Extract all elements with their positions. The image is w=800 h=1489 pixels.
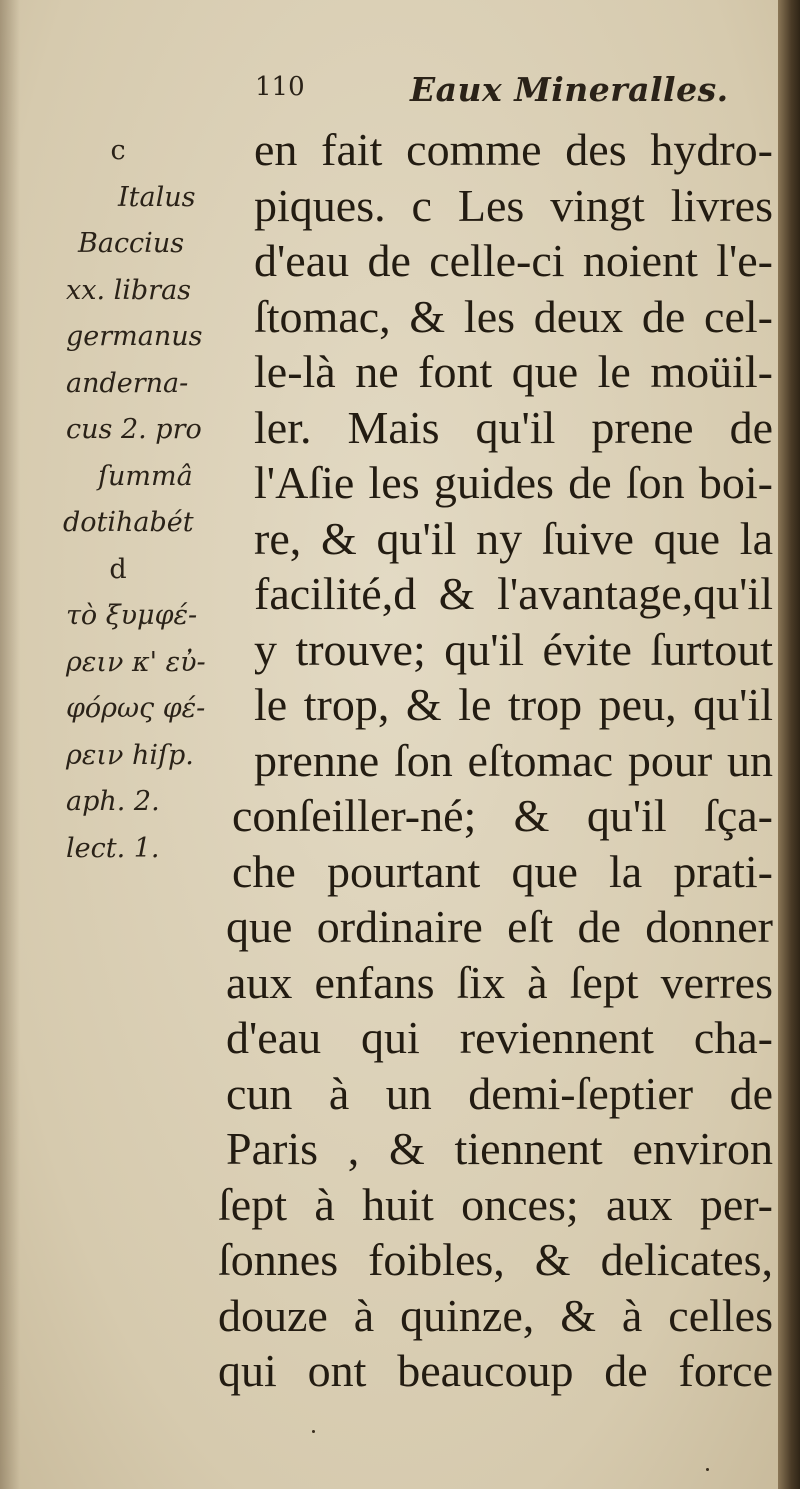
text-line: ſonnes foibles, & delicates,: [218, 1234, 773, 1285]
main-text: [218, 122, 773, 1399]
margin-notes: [58, 128, 238, 872]
text-line: le-là ne font que le moüil-: [254, 346, 773, 397]
text-line: re, & qu'il ny ſuive que la: [254, 512, 773, 564]
running-title: Eaux Mineralles.: [410, 70, 729, 109]
book-binding-edge: [778, 0, 800, 1489]
text-line: y trouve; qu'il évite ſurtout: [254, 623, 773, 675]
text-line: le trop, & le trop peu, qu'il: [254, 679, 773, 730]
page-gutter-shadow: [0, 0, 20, 1489]
margin-note-letter-c: c: [110, 135, 126, 166]
page-number: 110: [255, 72, 305, 102]
text-line: Paris , & tiennent environ: [226, 1123, 773, 1174]
text-line: l'Aſie les guides de ſon boi-: [254, 457, 773, 508]
text-line: piques. c Les vingt livres: [254, 179, 773, 231]
text-line: douze à quinze, & à celles: [218, 1289, 773, 1341]
margin-note: Baccius: [78, 228, 185, 259]
margin-note-letter-d: d: [109, 553, 127, 585]
text-line: d'eau qui reviennent cha-: [226, 1012, 773, 1063]
margin-note: Italus: [118, 181, 196, 213]
margin-note-greek: τὸ ξυμφέ-: [66, 600, 198, 631]
paper-speck: [706, 1468, 709, 1471]
paper-speck: [312, 1430, 315, 1433]
text-line: aux enfans ſix à ſept verres: [226, 956, 773, 1008]
text-line: facilité,d & l'avantage,qu'il: [254, 568, 773, 619]
text-line: che pourtant que la prati-: [232, 845, 773, 897]
margin-note: cus 2. pro: [66, 414, 202, 445]
text-line: ſept à huit onces; aux per-: [218, 1178, 773, 1230]
margin-note-greek: ρειν κ' εὐ-: [66, 646, 206, 678]
margin-note: dotihabét: [63, 507, 194, 538]
margin-note: anderna-: [66, 367, 189, 399]
margin-note-greek: ρειν hiſp.: [66, 739, 194, 771]
margin-note: germanus: [66, 321, 203, 352]
margin-note-greek: φόρως φέ-: [66, 693, 206, 724]
text-line: en fait comme des hydro-: [254, 124, 773, 175]
text-line: ſtomac, & les deux de cel-: [254, 290, 773, 342]
text-line: ler. Mais qu'il prene de: [254, 401, 773, 453]
text-line: d'eau de celle-ci noient l'e-: [254, 235, 773, 286]
text-line: que ordinaire eſt de donner: [226, 901, 773, 952]
text-line: conſeiller-né; & qu'il ſça-: [232, 790, 773, 841]
text-line: cun à un demi-ſeptier de: [226, 1067, 773, 1119]
margin-note: xx. libras: [66, 274, 192, 306]
margin-note: ſummâ: [98, 460, 193, 492]
text-line: qui ont beaucoup de force: [218, 1345, 773, 1396]
text-line: prenne ſon eſtomac pour un: [254, 734, 773, 786]
margin-note: aph. 2.: [66, 786, 160, 817]
margin-note: lect. 1.: [66, 832, 160, 864]
